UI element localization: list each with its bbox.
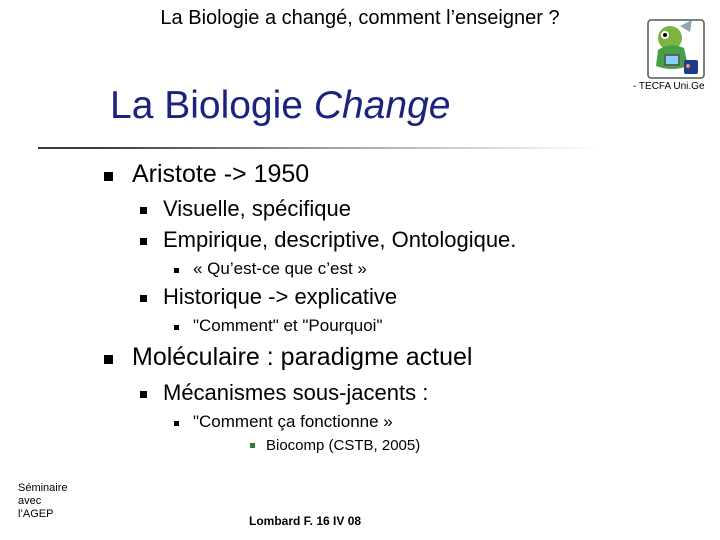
footer-author-date: Lombard F. 16 IV 08 [249,514,362,528]
header-title: La Biologie a changé, comment l’enseigner ? [160,7,560,29]
footer-line: avec [18,495,42,507]
tecfa-label: - TECFA Uni.Ge [633,81,705,92]
bullet-marker-l4 [250,443,255,448]
footer-seminar [18,482,78,521]
bullet-item-l2: Visuelle, spécifique [163,196,351,221]
bullet-item-l3: « Qu’est-ce que c’est » [193,259,367,278]
footer-line: l’AGEP [18,508,54,520]
slide-title-italic: Change [313,84,451,127]
bullet-item-l2: Historique -> explicative [163,284,398,309]
tecfa-logo [640,12,710,82]
bullet-item-l3: "Comment" et "Pourquoi" [193,316,383,335]
bullet-marker-l2 [140,238,147,245]
bullet-marker-l2 [140,295,147,302]
bullet-item-l3: "Comment ça fonctionne » [193,412,393,431]
bullet-marker-l2 [140,391,147,398]
slide-title-plain: La Biologie [110,84,314,127]
bullet-marker-l1 [104,172,113,181]
footer-line: Séminaire [18,482,68,494]
bullet-marker-l3 [174,268,179,273]
bullet-marker-l3 [174,421,179,426]
bullet-marker-l1 [104,355,113,364]
bullet-item-l2: Mécanismes sous-jacents : [163,380,429,405]
slide-title [110,84,450,128]
bullet-item-l1: Moléculaire : paradigme actuel [132,343,473,371]
title-divider [38,147,598,149]
bullet-item-l2: Empirique, descriptive, Ontologique. [163,227,517,252]
bullet-marker-l3 [174,325,179,330]
bullet-item-l1: Aristote -> 1950 [132,160,310,188]
bullet-marker-l2 [140,207,147,214]
bullet-item-l4: Biocomp (CSTB, 2005) [266,437,421,454]
